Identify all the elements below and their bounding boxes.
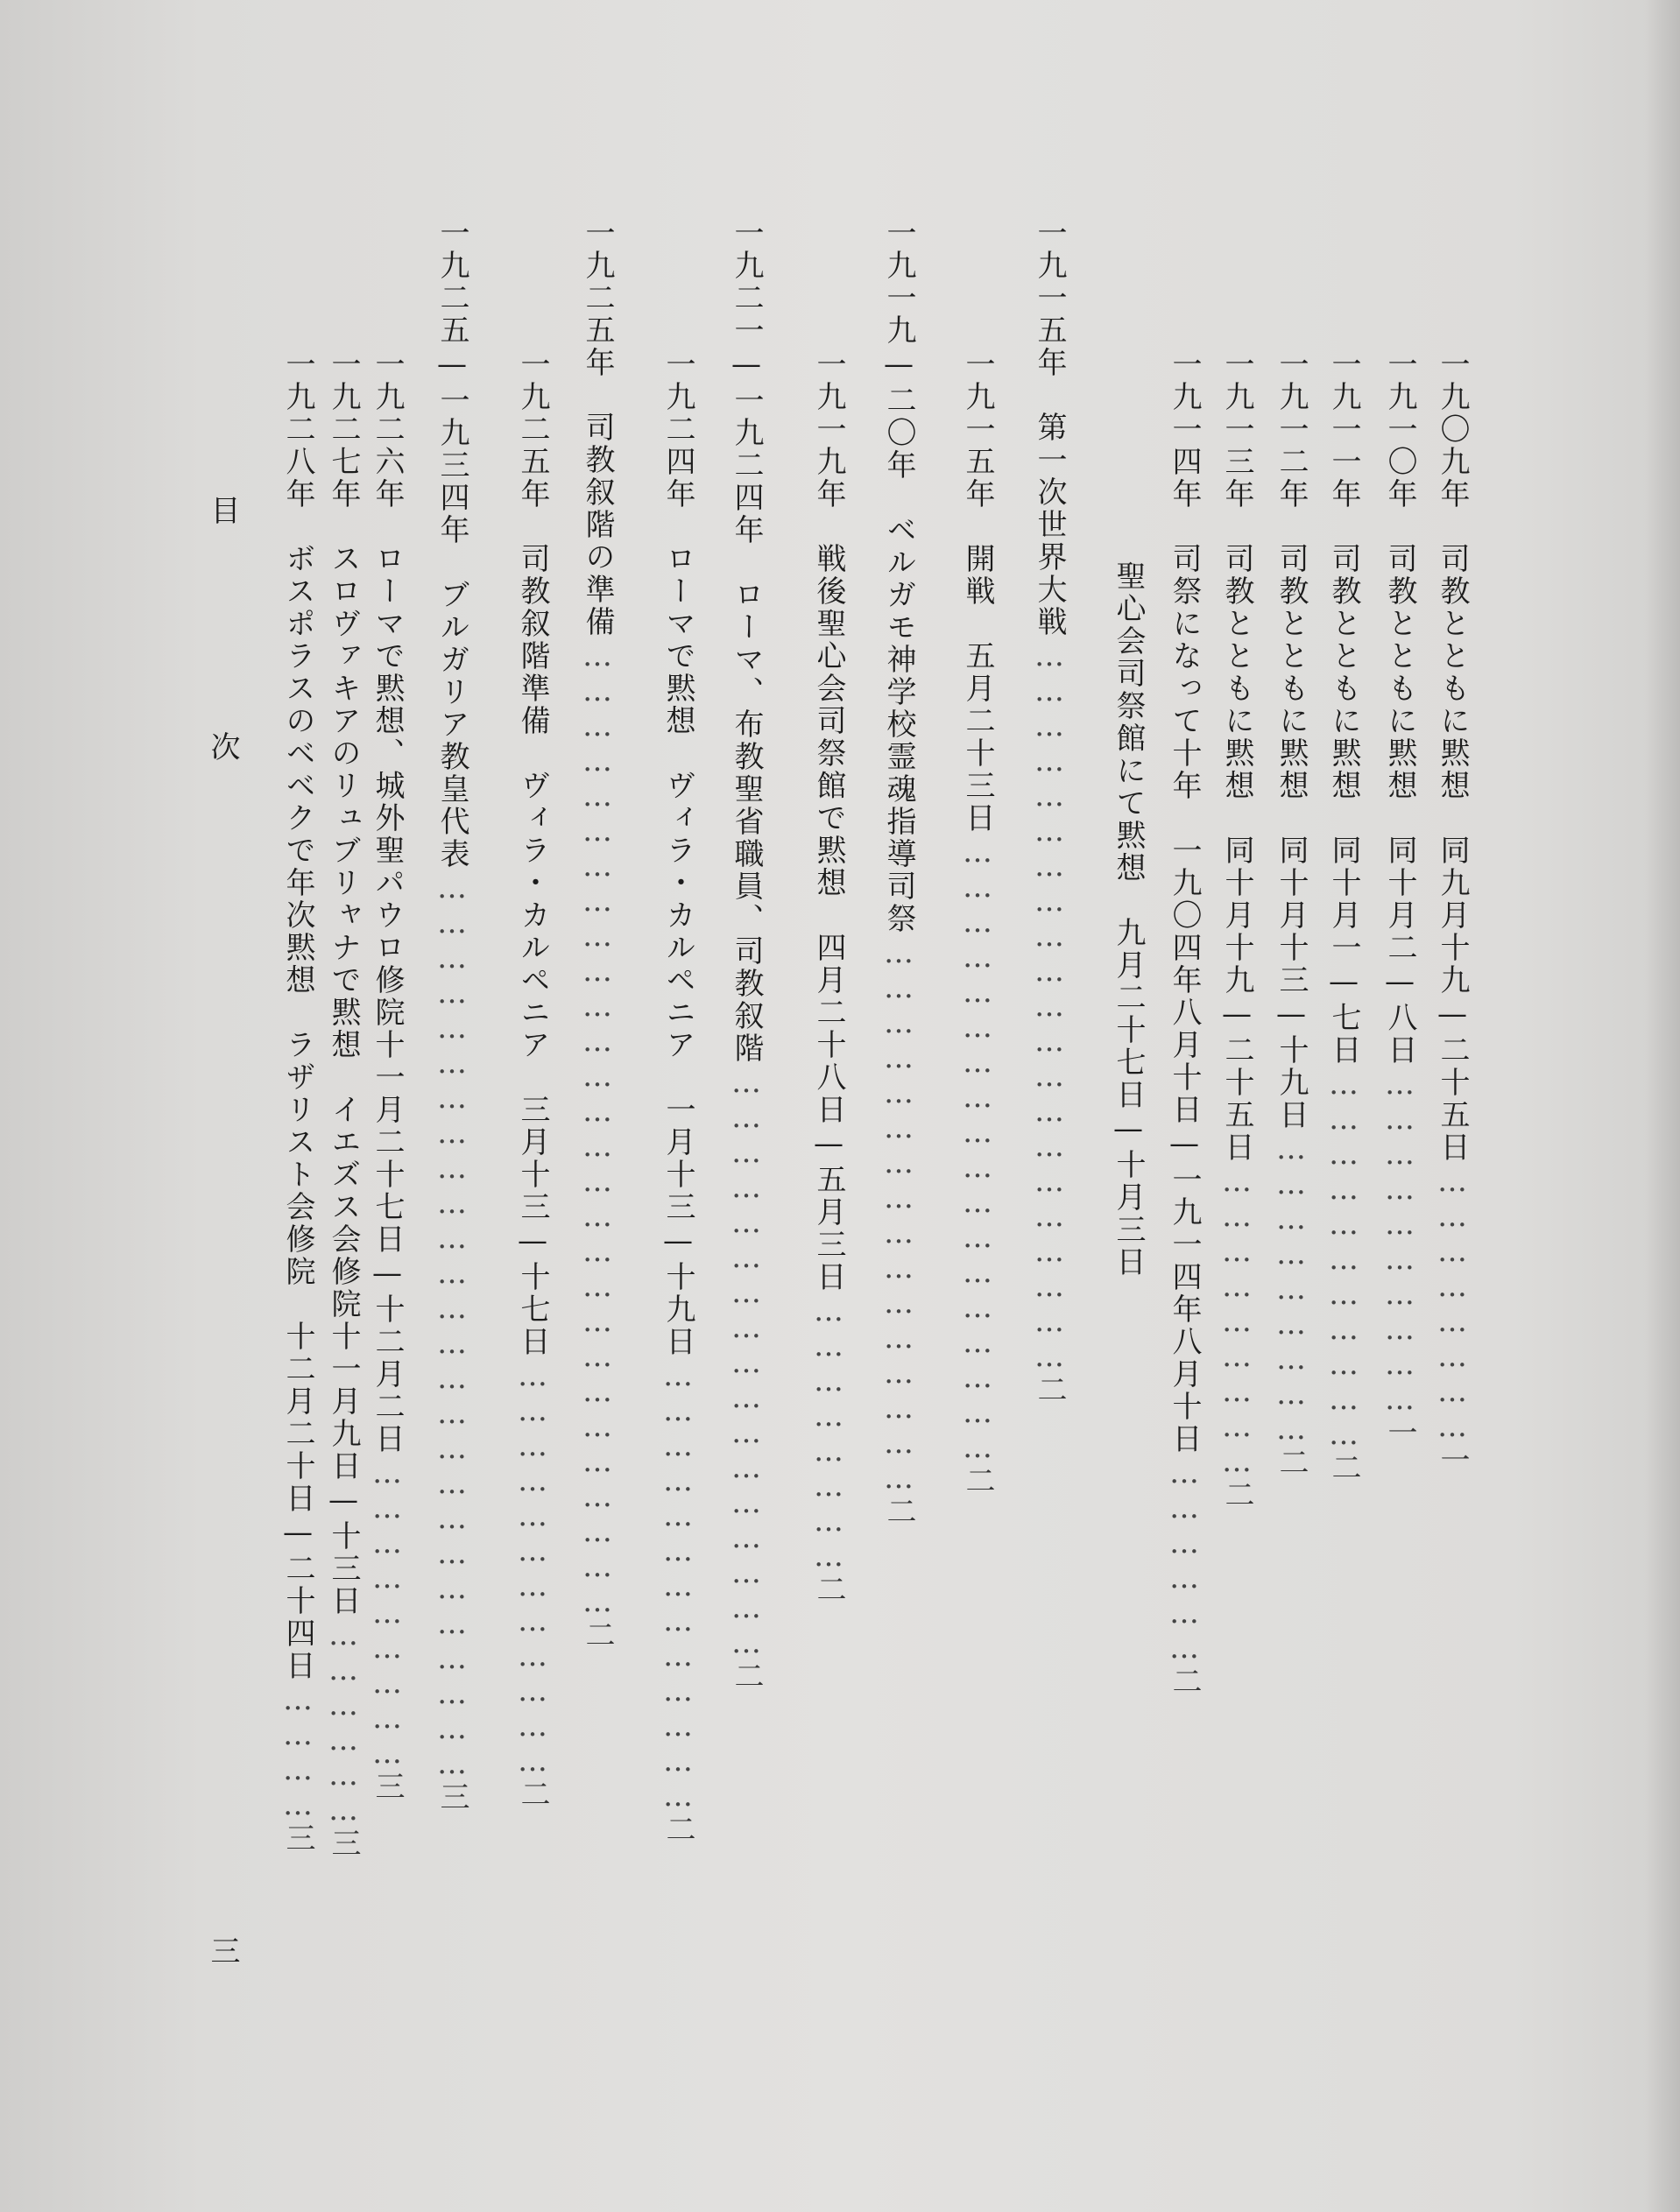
entry-year: 一九一三年 (1219, 349, 1254, 511)
entry-year: 一九一二年 (1274, 349, 1309, 511)
section-year: 一九二一—一九二四年 (729, 217, 764, 546)
toc-section-1925-34[interactable] (433, 217, 471, 1814)
entry-date: ヴィラ・カルペニア 三月十三—十七日 (515, 770, 550, 1358)
toc-entry-1919[interactable] (809, 349, 848, 1606)
entry-date: 五月二十三日 (960, 640, 995, 835)
leader-dots: …………………………………………… (729, 1065, 764, 1660)
entry-year: 一九二四年 (660, 349, 695, 511)
toc-entry-1914-sub[interactable] (1109, 560, 1147, 1279)
entry-year: 一九一九年 (811, 349, 846, 511)
entry-title: 司祭になって十年 (1167, 543, 1202, 802)
section-page: 二 (881, 1496, 916, 1528)
entry-date: 同十月一—七日 (1326, 835, 1361, 1067)
toc-section-1925[interactable] (578, 217, 617, 1652)
leader-dots: ……………………… (1274, 1131, 1309, 1447)
leader-dots: ………… (280, 1682, 315, 1822)
entry-page: 二 (1274, 1447, 1309, 1479)
entry-page: 二 (515, 1779, 550, 1811)
entry-title: ローマで黙想、城外聖パウロ修院 (370, 543, 405, 1029)
entry-year: 一九二五年 (515, 349, 550, 511)
entry-page: 三 (280, 1822, 315, 1855)
leader-dots: ……………………… (370, 1455, 405, 1771)
page-edge-shadow (1645, 0, 1680, 2212)
leader-dots: ……………………………… (515, 1358, 550, 1779)
leader-dots: ……………… (1167, 1455, 1202, 1666)
entry-page: 二 (1167, 1666, 1202, 1698)
entry-date: 同十月十九—二十五日 (1219, 835, 1254, 1164)
entry-title: 司教とともに黙想 (1326, 543, 1361, 802)
leader-dots: ………………………………………………………………………… (580, 638, 615, 1619)
entry-year: 一九一五年 (960, 349, 995, 511)
entry-title: 戦後聖心会司祭館で黙想 (811, 543, 846, 899)
entry-page: 二 (1219, 1479, 1254, 1511)
leader-dots: ………………………………………… (881, 935, 916, 1496)
entry-title: 開戦 (960, 543, 995, 608)
section-page: 二 (729, 1660, 764, 1693)
toc-entry-1924[interactable] (659, 349, 697, 1846)
section-title: ブルガリア教皇代表 (434, 579, 469, 870)
entry-date: 同十月十三—十九日 (1274, 835, 1309, 1131)
entry-title: 聖心会司祭館にて黙想 (1111, 560, 1146, 884)
entry-page: 二 (811, 1574, 846, 1606)
toc-entry-1926[interactable] (368, 349, 406, 1803)
entry-title: ボスポラスのベベクで年次黙想 (280, 543, 315, 997)
entry-year: 一九二六年 (370, 349, 405, 511)
entry-year: 一九一四年 (1167, 349, 1202, 511)
toc-entry-1928[interactable] (279, 349, 317, 1855)
section-year: 一九一五年 (1032, 217, 1067, 379)
section-page: 二 (580, 1619, 615, 1652)
entry-date: 十一月二十七日—十二月二日 (370, 1029, 405, 1455)
entry-date: 同九月十九—二十五日 (1435, 835, 1470, 1164)
entry-year: 一九〇九年 (1435, 349, 1470, 511)
running-title-2 (201, 731, 244, 764)
entry-title: スロヴァキアのリュブリャナで黙想 (326, 543, 361, 1061)
section-year: 一九二五—一九三四年 (434, 217, 469, 546)
entry-year: 一九一一年 (1326, 349, 1361, 511)
leader-dots: …………………… (1435, 1164, 1470, 1444)
section-title: ベルガモ神学校霊魂指導司祭 (881, 514, 916, 935)
entry-page: 一 (1435, 1444, 1470, 1476)
leader-dots: …………………………… (1326, 1067, 1361, 1452)
entry-date: イエズス会修院十一月九日—十三日 (326, 1094, 361, 1617)
entry-date: ヴィラ・カルペニア 一月十三—十九日 (660, 770, 695, 1358)
entry-title: 司教とともに黙想 (1274, 543, 1309, 802)
section-page: 三 (434, 1781, 469, 1814)
entry-date: 四月二十八日—五月三日 (811, 932, 846, 1293)
page-folio (201, 1935, 244, 1969)
toc-entry-1927[interactable] (324, 349, 363, 1860)
running-title (201, 495, 244, 528)
entry-date: 同十月二—八日 (1382, 835, 1417, 1067)
section-page: 二 (1032, 1374, 1067, 1406)
leader-dots: ……………… (326, 1617, 361, 1828)
toc-entry-1925[interactable] (513, 349, 552, 1811)
section-title: 司教叙階の準備 (580, 412, 615, 638)
running-title-char-2: 次 (205, 731, 240, 764)
leader-dots: ………………………… (1382, 1067, 1417, 1417)
entry-title: 司教叙階準備 (515, 543, 550, 737)
entry-year: 一九二八年 (280, 349, 315, 511)
entry-date: ラザリスト会修院 十二月二十日—二十四日 (280, 1029, 315, 1682)
leader-dots: ……………………… (1219, 1164, 1254, 1479)
leader-dots: ……………………………………………………… (1032, 638, 1067, 1374)
entry-year: 一九二七年 (326, 349, 361, 511)
toc-entry-1909[interactable] (1433, 349, 1472, 1476)
entry-title: ローマで黙想 (660, 543, 695, 737)
toc-entry-1911[interactable] (1324, 349, 1363, 1484)
entry-title: 司教とともに黙想 (1382, 543, 1417, 802)
entry-title: 司教とともに黙想 (1435, 543, 1470, 802)
entry-date: 九月二十七日—十月三日 (1111, 917, 1146, 1279)
leader-dots: …………………………………………………………………… (434, 870, 469, 1781)
toc-entry-1913[interactable] (1218, 349, 1256, 1511)
entry-page: 三 (326, 1828, 361, 1860)
section-title: ローマ、布教聖省職員、司教叙階 (729, 579, 764, 1065)
entry-title: 司教とともに黙想 (1219, 543, 1254, 802)
folio-number: 三 (205, 1935, 240, 1969)
entry-page: 二 (960, 1465, 995, 1497)
toc-entry-1914[interactable] (1165, 349, 1204, 1698)
toc-entry-1915[interactable] (958, 349, 997, 1497)
running-title-char-1: 目 (205, 495, 240, 528)
toc-entry-1912[interactable] (1272, 349, 1310, 1479)
leader-dots: ………………………………… (660, 1358, 695, 1814)
section-year: 一九二五年 (580, 217, 615, 379)
section-year: 一九一九—二〇年 (881, 217, 916, 482)
entry-page: 一 (1382, 1417, 1417, 1449)
toc-section-1919-20[interactable] (879, 217, 918, 1528)
entry-page: 二 (1326, 1452, 1361, 1484)
entry-page: 三 (370, 1771, 405, 1803)
entry-date: 一九〇四年八月十日—一九一四年八月十日 (1167, 835, 1202, 1455)
toc-entry-1910[interactable] (1380, 349, 1419, 1449)
toc-section-1921-24[interactable] (727, 217, 766, 1693)
leader-dots: ……………………………………………… (960, 835, 995, 1465)
section-title: 第一次世界大戦 (1032, 412, 1067, 638)
entry-year: 一九一〇年 (1382, 349, 1417, 511)
leader-dots: …………………… (811, 1293, 846, 1574)
toc-section-1915[interactable] (1030, 217, 1069, 1406)
entry-page: 二 (660, 1814, 695, 1846)
